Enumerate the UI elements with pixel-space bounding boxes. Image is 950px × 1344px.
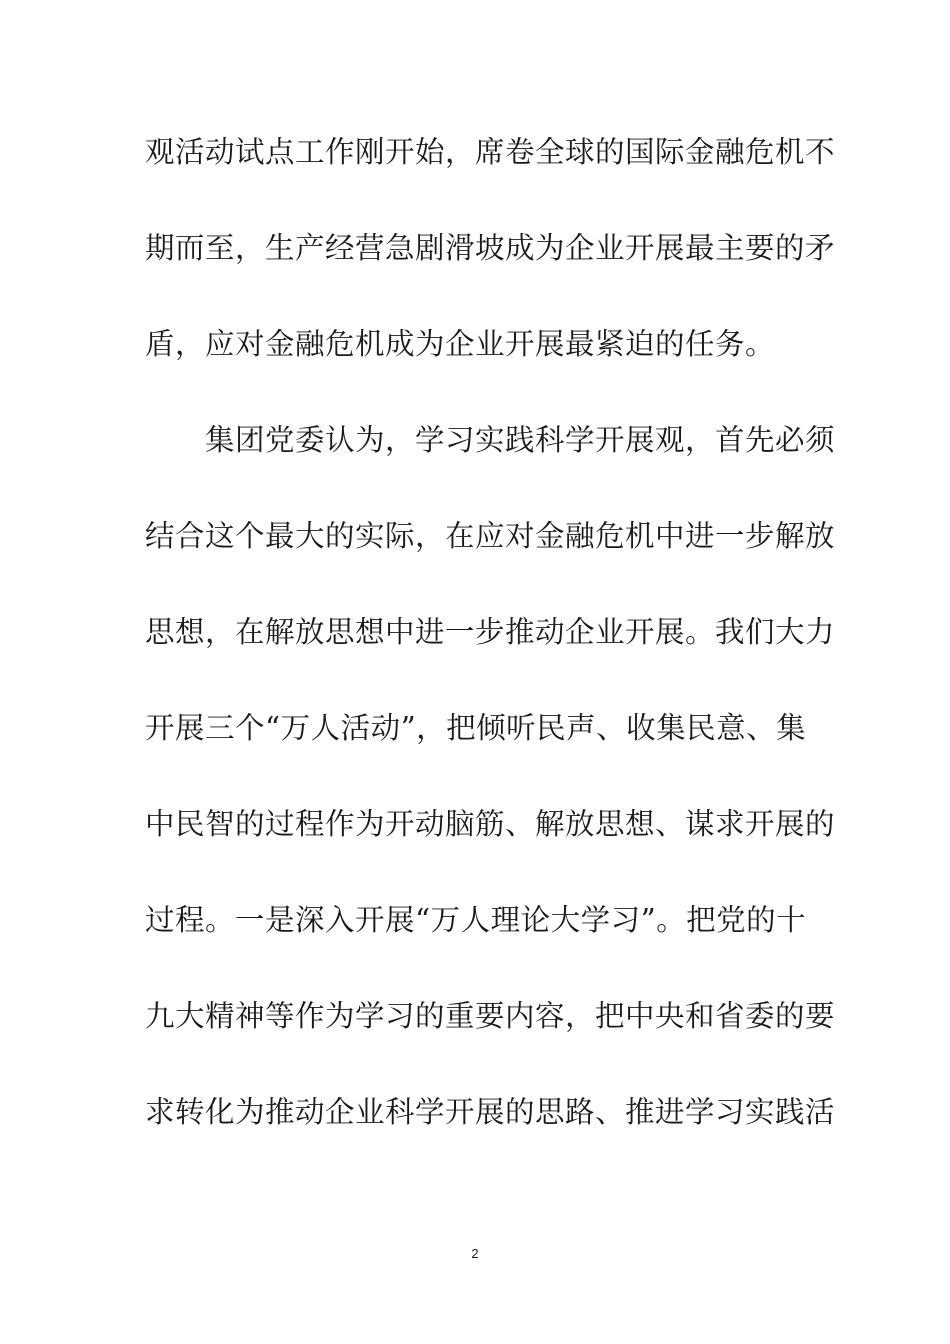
text-line: 思想，在解放思想中进一步推动企业开展。我们大力 [145,615,836,649]
text-line: 集团党委认为，学习实践科学开展观，首先必须 [145,423,836,457]
body-text [145,122,836,1178]
text-line: 开展三个“万人活动”，把倾听民声、收集民意、集 [145,711,807,745]
text-line: 观活动试点工作刚开始，席卷全球的国际金融危机不 [145,135,836,169]
text-line: 中民智的过程作为开动脑筋、解放思想、谋求开展的 [145,807,836,841]
text-line: 九大精神等作为学习的重要内容，把中央和省委的要 [145,999,836,1033]
text-line: 结合这个最大的实际，在应对金融危机中进一步解放 [145,519,836,553]
text-line: 盾，应对金融危机成为企业开展最紧迫的任务。 [145,327,776,361]
page-number: 2 [471,1246,479,1261]
text-line: 求转化为推动企业科学开展的思路、推进学习实践活 [145,1095,836,1129]
text-line: 过程。一是深入开展“万人理论大学习”。把党的十 [145,903,807,937]
text-line: 期而至，生产经营急剧滑坡成为企业开展最主要的矛 [145,231,836,265]
